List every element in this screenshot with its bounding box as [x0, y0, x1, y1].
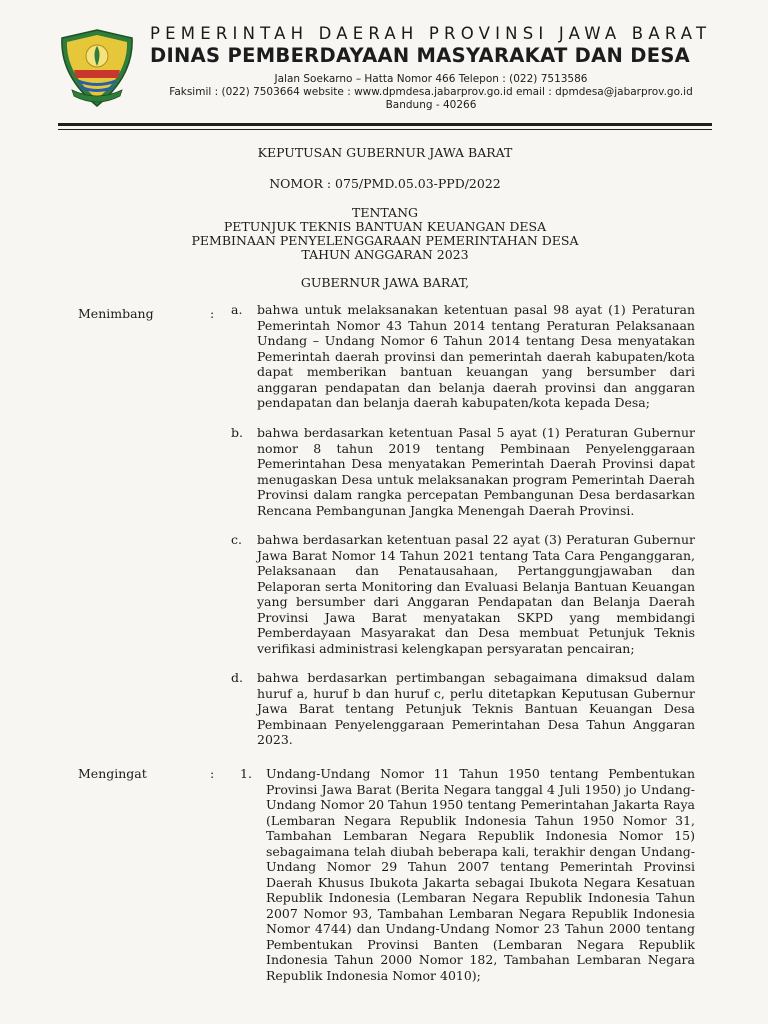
decree-governor: GUBERNUR JAWA BARAT,: [300, 275, 470, 290]
letterhead-divider-thick: [58, 123, 712, 126]
address-line-2: Faksimil : (022) 7503664 website : www.dpmdesa.jabarprov.go.id email : dpmdesa@jabarprov.go.id: [169, 86, 693, 98]
menimbang-item-a-letter: a.: [231, 302, 243, 317]
decree-subject-line-2: PEMBINAAN PENYELENGGARAAN PEMERINTAHAN DESA: [191, 233, 579, 248]
menimbang-item-c-letter: c.: [231, 532, 242, 547]
menimbang-item-d-letter: d.: [231, 670, 243, 685]
letterhead-government-name: PEMERINTAH DAERAH PROVINSI JAWA BARAT: [150, 24, 712, 43]
menimbang-item-a-text: bahwa untuk melaksanakan ketentuan pasal 98 ayat (1) Peraturan Pemerintah Nomor 43 Tahun 2014 tentang Peraturan Pelaksanaan Undang – Undang Nomor 6 Tahun 2014 tentang Desa menyatakan Pemerintah daerah provinsi dan pemerintah daerah kabupaten/kota dapat memberikan bantuan keuangan yang bersumber dari anggaran pendapatan dan belanja daerah provinsi dan anggaran pendapatan dan belanja daerah kabupaten/kota kepada Desa;: [257, 302, 695, 410]
decree-number: NOMOR : 075/PMD.05.03-PPD/2022: [269, 176, 501, 191]
menimbang-item-b-text: bahwa berdasarkan ketentuan Pasal 5 ayat (1) Peraturan Gubernur nomor 8 tahun 2019 tentang Pembinaan Penyelenggaraan Pemerintahan Desa menyatakan Pemerintah Daerah Provinsi dapat menugaskan Desa untuk melaksanakan program Pemerintah Daerah Provinsi dalam rangka percepatan Pembangunan Desa berdasarkan Rencana Pembangunan Jangka Menengah Daerah Provinsi.: [257, 425, 695, 518]
menimbang-item-c-text: bahwa berdasarkan ketentuan pasal 22 ayat (3) Peraturan Gubernur Jawa Barat Nomor 14 Tahun 2021 tentang Tata Cara Penganggaran, Pelaksanaan dan Penatausahaan, Pertanggungjawaban dan Pelaporan serta Monitoring dan Evaluasi Belanja Bantuan Keuangan yang bersumber dari Anggaran Pendapatan dan Belanja Daerah Provinsi Jawa Barat menyatakan SKPD yang membidangi Pemberdayaan Masyarakat dan Desa membuat Petunjuk Teknis verifikasi administrasi kelengkapan persyaratan pencairan;: [257, 532, 695, 656]
menimbang-label: Menimbang: [78, 306, 154, 321]
letterhead-divider-thin: [58, 129, 712, 130]
mengingat-colon: :: [210, 766, 215, 781]
decree-subject-line-1: PETUNJUK TEKNIS BANTUAN KEUANGAN DESA: [223, 219, 547, 234]
mengingat-item-1-text: Undang-Undang Nomor 11 Tahun 1950 tentang Pembentukan Provinsi Jawa Barat (Berita Negara tanggal 4 Juli 1950) jo Undang-Undang Nomor 20 Tahun 1950 tentang Pemerintahan Jakarta Raya (Lembaran Negara Republik Indonesia Tahun 1950 Nomor 31, Tambahan Lembaran Negara Republik Indonesia Nomor 15) sebagaimana telah diubah beberapa kali, terakhir dengan Undang-Undang Nomor 29 Tahun 2007 tentang Pemerintah Provinsi Daerah Khusus Ibukota Jakarta sebagai Ibukota Negara Kesatuan Republik Indonesia (Lembaran Negara Republik Indonesia Tahun 2007 Nomor 93, Tambahan Lembaran Negara Republik Indonesia Nomor 4744) dan Undang-Undang Nomor 23 Tahun 2000 tentang Pembentukan Provinsi Banten (Lembaran Negara Republik Indonesia Tahun 2000 Nomor 182, Tambahan Lembaran Negara Republik Indonesia Nomor 4010);: [266, 766, 695, 983]
menimbang-colon: :: [210, 306, 215, 321]
mengingat-item-1-number: 1.: [240, 766, 252, 781]
mengingat-label: Mengingat: [78, 766, 147, 781]
menimbang-item-d-text: bahwa berdasarkan pertimbangan sebagaimana dimaksud dalam huruf a, huruf b dan huruf c, perlu ditetapkan Keputusan Gubernur Jawa Barat tentang Petunjuk Teknis Bantuan Keuangan Desa Pembinaan Penyelenggaraan Pemerintahan Desa Tahun Anggaran 2023.: [257, 670, 695, 747]
address-line-1: Jalan Soekarno – Hatta Nomor 466 Telepon : (022) 7513586: [274, 73, 588, 85]
decree-title: KEPUTUSAN GUBERNUR JAWA BARAT: [257, 145, 513, 160]
decree-subject-line-3: TAHUN ANGGARAN 2023: [301, 247, 469, 262]
letterhead-address: [146, 73, 716, 112]
menimbang-item-b-letter: b.: [231, 425, 243, 440]
jawa-barat-emblem-icon: [58, 28, 136, 108]
letterhead-agency-name: DINAS PEMBERDAYAAN MASYARAKAT DAN DESA: [150, 44, 691, 67]
decree-tentang: TENTANG: [351, 205, 418, 220]
address-line-3: Bandung - 40266: [385, 99, 477, 111]
